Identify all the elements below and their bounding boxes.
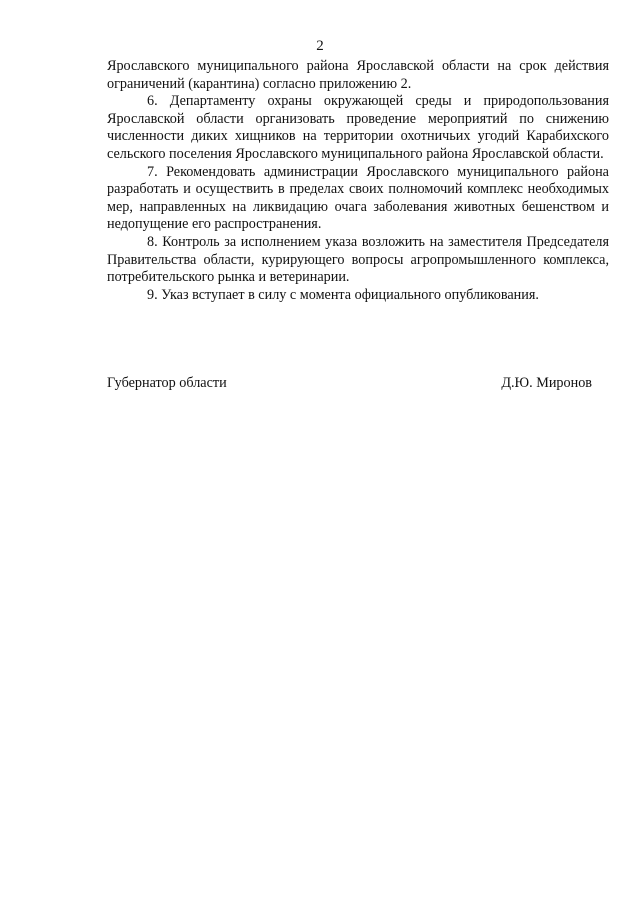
signatory-name: Д.Ю. Миронов	[501, 375, 592, 391]
paragraph-item-7: 7. Рекомендовать администрации Ярославского муниципального района разработать и осуществить в пределах своих полномочий комплекс необходимых мер, направленных на ликвидацию очага заболевания животных бешенством и недопущение его распространения.	[107, 163, 609, 233]
signatory-position: Губернатор области	[107, 375, 227, 391]
paragraph-item-8: 8. Контроль за исполнением указа возложить на заместителя Председателя Правительства области, курирующего вопросы агропромышленного комплекса, потребительского рынка и ветеринарии.	[107, 233, 609, 286]
paragraph-item-9: 9. Указ вступает в силу с момента официального опубликования.	[147, 286, 539, 303]
signature-block	[107, 374, 592, 392]
page-number: 2	[316, 38, 324, 54]
paragraph-continuation: Ярославского муниципального района Ярославской области на срок действия ограничений (карантина) согласно приложению 2.	[107, 58, 609, 92]
paragraph-item-6: 6. Департаменту охраны окружающей среды и природопользования Ярославской области организовать проведение мероприятий по снижению численности диких хищников на территории охотничьих угодий Карабихского сельского поселения Ярославского муниципального района Ярославской области.	[107, 93, 609, 162]
document-body	[107, 58, 609, 304]
